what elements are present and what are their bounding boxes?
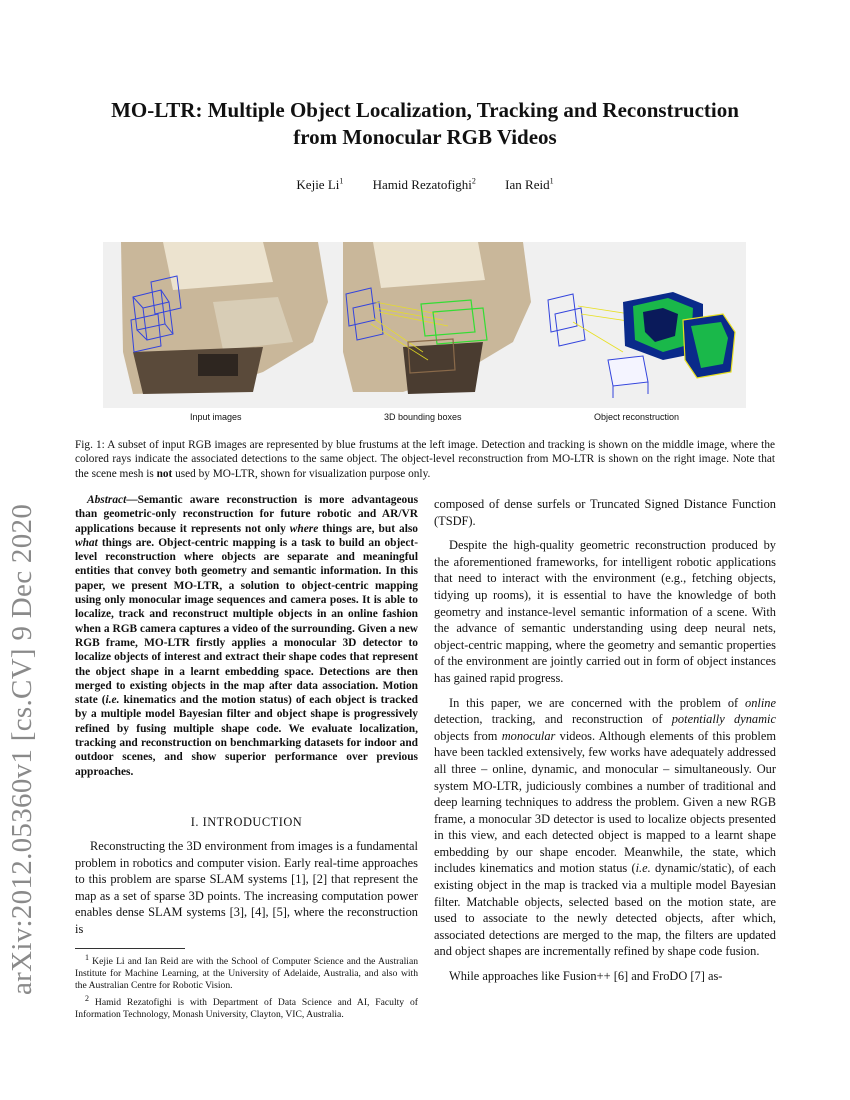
- author-list: [0, 177, 850, 193]
- paper-title: [0, 97, 850, 151]
- author: Kejie Li$^1$: [296, 177, 344, 193]
- paragraph: In this paper, we are concerned with the problem of online detection, tracking, and reconstruction of potentially dynamic objects from monocular videos. Although elements of this problem have been tackled extensively, few works have adequately addressed all three – online, dynamic, and monocular – simultaneously. Our system MO-LTR, judiciously combines a number of traditional and deep learning techniques to address the problem. Given a new RGB frame, a monocular 3D detector is used to localize objects presented in this view, and each detected object is mapped to a learnt shape embedding by our shape encoder. Meanwhile, the state, which includes kinematics and motion status (i.e. dynamic/static), of each existing object in the map is tracked via a multiple model Bayesian filter. Matchable objects, selected based on the motion state, are used to associate to the newly detected objects, after which, associated detections are merged to the map, the filters are updated and object shapes are incrementally refined by shape code fusion.: [434, 695, 776, 959]
- title-line-2: from Monocular RGB Videos: [293, 125, 557, 149]
- arxiv-stamp: arXiv:2012.05360v1 [cs.CV] 9 Dec 2020: [6, 503, 38, 995]
- intro-paragraph: Reconstructing the 3D environment from images is a fundamental problem in robotics and computer vision. Early real-time approaches to this problem are sparse SLAM systems [1], [2] that represent the map as a set of sparse 3D points. The increasing computation power enables dense SLAM systems [3], [4], [5], where the reconstruction is: [75, 839, 418, 936]
- abstract: Abstract—Semantic aware reconstruction is more advantageous than geometric-only reconstruction for future robotic and AR/VR applications because it represents not only where things are, but also what things are. Object-centric mapping is a task to build an object-level reconstruction where objects are separate and meaningful entities that convey both geometry and semantic information. In this paper, we present MO-LTR, a solution to object-centric mapping using only monocular image sequences and camera poses. It is able to localize, track and reconstruct multiple objects in an online fashion when a RGB camera captures a video of the surrounding. Given a new RGB frame, MO-LTR firstly applies a monocular 3D detector to localize objects of interest and extract their shape codes that represent the object shape in a learnt embedding space. Detections are then merged to existing objects in the map after data association. Motion state (i.e. kinematics and the motion status) of each object is tracked by a multiple model Bayesian filter and object shape is progressively refined by fusing multiple shape code. We evaluate localization, tracking and reconstruction on benchmarking datasets for indoor and outdoor scenes, and show superior performance over previous approaches.: [75, 494, 418, 778]
- figure-label-input: Input images: [190, 412, 242, 422]
- figure-caption: Fig. 1: A subset of input RGB images are represented by blue frustums at the left image. Detection and tracking is shown on the middle image, where the colored rays indicate the associated detections to the same object. The object-level reconstruction from MO-LTR is shown on the right image. Note that the scene mesh is not used by MO-LTR, shown for visualization purpose only.: [75, 439, 775, 480]
- section-heading-introduction: I. INTRODUCTION: [190, 815, 303, 829]
- figure-1: [103, 242, 746, 408]
- title-line-1: MO-LTR: Multiple Object Localization, Tracking and Reconstruction: [111, 98, 739, 122]
- paragraph: Despite the high-quality geometric reconstruction produced by the aforementioned frameworks, for intelligent robotic applications that need to interact with the environment (e.g., fetching objects, tidying up rooms), it is essential to have the knowledge of both geometry and instance-level semantic information of a scene. With the advance of semantic understanding using deep neural nets, object-centric mapping, where the geometry and semantic properties of the environment are jointly carried out in form of object instances has gained rapid progress.: [434, 538, 776, 685]
- panel-object-reconstruction: [548, 292, 735, 398]
- abstract-label: Abstract: [87, 494, 127, 506]
- panel-input-images: [121, 242, 328, 394]
- panel-3d-bounding-boxes: [343, 242, 531, 394]
- figure-label-bounding-boxes: 3D bounding boxes: [384, 412, 462, 422]
- paragraph: While approaches like Fusion++ [6] and FroDO [7] as-: [449, 969, 723, 984]
- author: Hamid Rezatofighi$^2$: [372, 177, 476, 193]
- footnote-rule: [75, 948, 185, 949]
- footnote-1: $^1$ Kejie Li and Ian Reid are with the School of Computer Science and the Australian Institute for Machine Learning, at the University of Adelaide, Australia, and also with the Australian Centre for Robotic Vision.: [75, 953, 419, 991]
- footnote-2: $^2$ Hamid Rezatofighi is with Department of Data Science and AI, Faculty of Information Technology, Monash University, Clayton, VIC, Australia.: [75, 993, 418, 1020]
- paragraph: composed of dense surfels or Truncated Signed Distance Function (TSDF).: [434, 497, 776, 528]
- footnotes: [75, 952, 418, 1021]
- figure-label-reconstruction: Object reconstruction: [594, 412, 680, 422]
- author: Ian Reid$^1$: [505, 177, 554, 193]
- figure-illustration: [103, 242, 746, 408]
- right-column: [434, 496, 776, 993]
